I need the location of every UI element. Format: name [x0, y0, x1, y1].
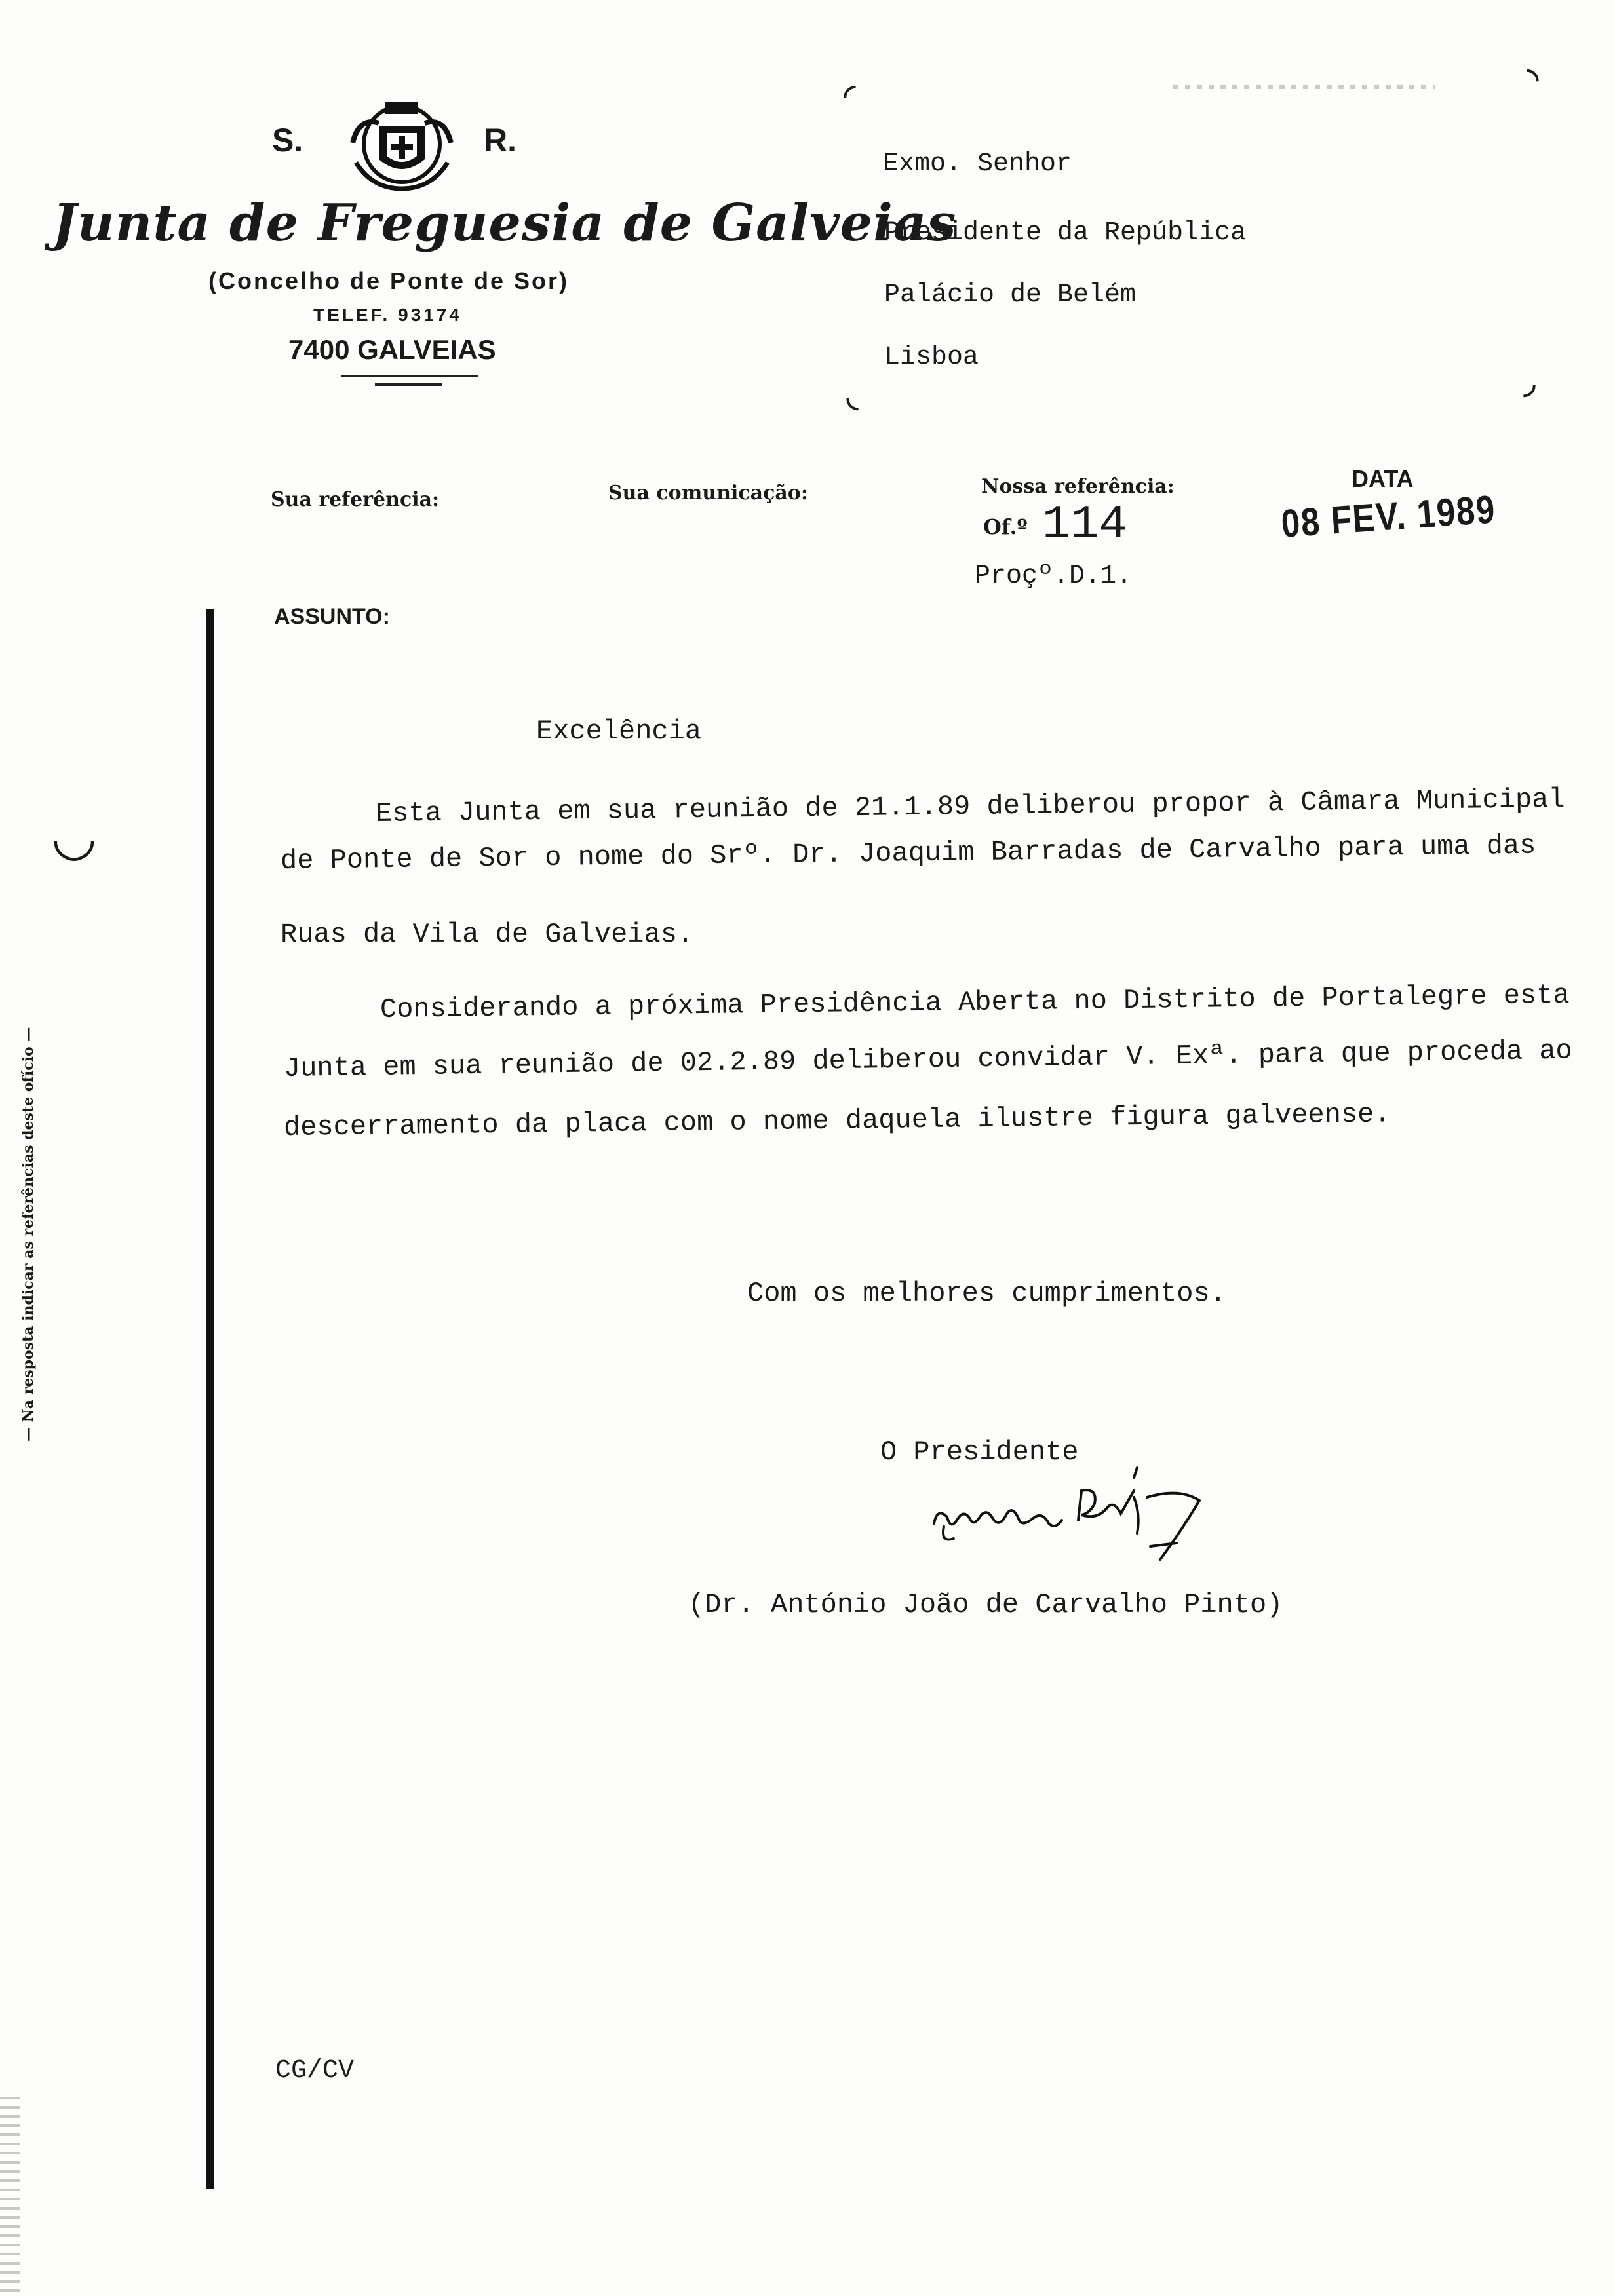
closing-phrase: Com os melhores cumprimentos. [747, 1278, 1226, 1309]
recipient-title: Presidente da República [884, 218, 1247, 248]
margin-reply-note: — Na resposta indicar as referências deste ofício — [20, 1027, 37, 1442]
organization-address: 7400 GALVEIAS [288, 334, 496, 365]
paragraph-1-line: Ruas da Vila de Galveias. [281, 919, 694, 950]
recipient-place: Palácio de Belém [884, 280, 1137, 310]
organization-phone: TELEF. 93174 [313, 305, 462, 325]
margin-rule [206, 609, 214, 2189]
your-communication-label: Sua comunicação: [608, 482, 808, 505]
recipient-city: Lisboa [884, 343, 979, 372]
signatory-name: (Dr. António João de Carvalho Pinto) [688, 1589, 1283, 1620]
letterhead-s: S. [272, 122, 303, 159]
date-label: DATA [1352, 465, 1414, 492]
address-underline [341, 375, 478, 377]
subject-label: ASSUNTO: [274, 604, 390, 629]
punch-hole-mark-icon: ◡ [51, 807, 97, 866]
address-underline-short [375, 383, 442, 386]
bracket-top-right-icon: ◝ [1527, 63, 1539, 95]
paragraph-2-line: Junta em sua reunião de 02.2.89 deliberou convidar V. Exª. para que proceda ao [283, 1035, 1573, 1084]
typist-initials: CG/CV [275, 2056, 355, 2086]
paragraph-2-line: Considerando a próxima Presidência Aberta no Distrito de Portalegre esta [379, 979, 1570, 1025]
paragraph-1-line: Esta Junta em sua reunião de 21.1.89 deliberou propor à Câmara Municipal [375, 783, 1565, 830]
your-reference-label: Sua referência: [271, 488, 440, 511]
bracket-top-left-icon: ◜ [844, 79, 856, 111]
process-reference: Proçº.D.1. [975, 562, 1133, 591]
signatory-title: O Presidente [880, 1436, 1079, 1468]
greeting: Excelência [536, 716, 702, 747]
coat-of-arms-icon [340, 97, 464, 195]
date-stamp: 08 FEV. 1989 [1279, 487, 1498, 546]
letterhead-r: R. [484, 122, 516, 159]
bracket-bottom-right-icon: ◞ [1524, 368, 1536, 400]
scan-noise [1173, 85, 1435, 89]
office-number: 114 [1042, 498, 1127, 552]
organization-name: Junta de Freguesia de Galveias [52, 193, 957, 253]
bracket-bottom-left-icon: ◟ [847, 381, 859, 413]
our-reference-label: Nossa referência: [981, 475, 1175, 498]
paragraph-2-line: descerramento da placa com o nome daquela ilustre figura galveense. [283, 1098, 1391, 1143]
office-prefix: Of.º [983, 514, 1028, 539]
recipient-salutation: Exmo. Senhor [883, 149, 1072, 179]
scan-noise [0, 2097, 20, 2293]
paragraph-1-line: de Ponte de Sor o nome do Srº. Dr. Joaquim Barradas de Carvalho para uma das [280, 830, 1536, 877]
organization-council: (Concelho de Ponte de Sor) [208, 267, 570, 294]
handwritten-signature [918, 1461, 1258, 1579]
